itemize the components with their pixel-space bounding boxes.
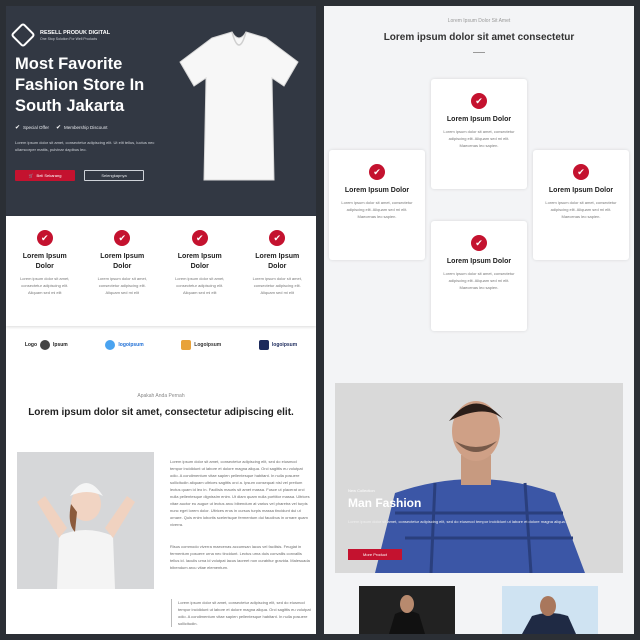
- brand-mark-icon: [10, 22, 35, 47]
- feature-card: [84, 216, 162, 326]
- feature-title: Lorem Ipsum Dolor: [177, 253, 222, 270]
- check-icon: ✔: [15, 125, 21, 131]
- service-title: Lorem Ipsum Dolor: [344, 187, 410, 194]
- buy-now-button[interactable]: [15, 170, 75, 181]
- check-icon: ✔: [56, 125, 62, 131]
- partner-logos: [6, 340, 316, 350]
- partner-logo-4: [259, 340, 297, 350]
- about-quote: Lorem ipsum dolor sit amet, consectetur adipiscing elit, sed do eiusmod tempor incididunt ut labore et dolore magna aliqua. Orci sagittis eu volutpat odio. A condimentum vitae sapien pellentesque habitant. In nulla posuere sollicitudin.: [171, 599, 311, 627]
- logo-text: Logo: [24, 342, 38, 348]
- check-circle-icon: ✔: [573, 164, 589, 180]
- about-paragraph-2: Risus commodo viverra maecenas accumsan lacus vel facilisis. Feugiat in fermentum posuere urna nec tincidunt. Lectus urna duis convallis convallis tellus id. Iaculis urna id volutpat lacus laoreet non curabitur gravida. Malesuada bibendum arcu vitae elementum.: [170, 544, 310, 570]
- check-circle-icon: ✔: [114, 230, 130, 246]
- brand-text: [40, 30, 110, 41]
- feature-title: Lorem Ipsum Dolor: [255, 253, 300, 270]
- man-fashion-banner: [335, 383, 623, 573]
- feature-desc: Lorem ipsum dolor sit amet, consectetur adipiscing elit. Aliquam sed mi elit: [20, 276, 70, 295]
- feature-title: Lorem Ipsum Dolor: [100, 253, 145, 270]
- tshirt-image: [174, 28, 304, 188]
- partner-logo-3: [181, 340, 221, 350]
- service-desc: Lorem ipsum dolor sit amet, consectetur adipiscing elit. Aliquam sed mi elit. Maecenas leo sapien.: [545, 200, 617, 219]
- hero-description: Lorem ipsum dolor sit amet, consectetur adipiscing elit. Ut elit tellus, luctus nec ullamcorper mattis, pulvinar dapibus leo.: [15, 140, 155, 152]
- feature-desc: Lorem ipsum dolor sit amet, consectetur adipiscing elit. Aliquam sed mi elit: [97, 276, 147, 295]
- hero-feature-special-offer: [15, 124, 49, 131]
- title-divider: [473, 52, 485, 53]
- banner-kicker: New Collection: [348, 488, 375, 493]
- logo-text: logoipsum: [118, 342, 144, 348]
- brand-tagline: One Stop Solution For Well Products: [40, 36, 98, 41]
- more-info-label: Selengkapnya: [101, 173, 127, 178]
- logo-text: Ipsum: [53, 342, 68, 348]
- check-circle-icon: ✔: [471, 235, 487, 251]
- hero-feature-label: Special Offer: [23, 125, 49, 130]
- girl-photo: [17, 452, 154, 589]
- feature-card: [161, 216, 239, 326]
- check-circle-icon: ✔: [471, 93, 487, 109]
- features-row: [6, 216, 316, 326]
- brand-logo[interactable]: [14, 26, 110, 44]
- service-card: [329, 150, 425, 260]
- man-photo: [335, 383, 623, 573]
- swirl-icon: [105, 340, 115, 350]
- feature-desc: Lorem ipsum dolor sit amet, consectetur adipiscing elit. Aliquam sed mi elit: [252, 276, 302, 295]
- service-title: Lorem Ipsum Dolor: [446, 258, 512, 265]
- product-photo: [359, 586, 455, 634]
- product-photo: [502, 586, 598, 634]
- service-desc: Lorem ipsum dolor sit amet, consectetur adipiscing elit. Aliquam sed mi elit. Maecenas leo sapien.: [341, 200, 413, 219]
- buy-now-label: Beli Sekarang: [36, 173, 62, 178]
- left-landing-page: [6, 6, 316, 634]
- services-kicker: Lorem Ipsum Dolor Sit Amet: [447, 18, 511, 24]
- more-product-button[interactable]: [348, 549, 402, 560]
- model-illustration: [17, 452, 154, 589]
- check-circle-icon: ✔: [269, 230, 285, 246]
- check-circle-icon: ✔: [192, 230, 208, 246]
- check-circle-icon: ✔: [369, 164, 385, 180]
- more-info-button[interactable]: [84, 170, 144, 181]
- partner-logo-1: [25, 340, 68, 350]
- partner-logo-2: [105, 340, 143, 350]
- service-card: [431, 79, 527, 189]
- service-desc: Lorem ipsum dolor sit amet, consectetur adipiscing elit. Aliquam sed mi elit. Maecenas leo sapien.: [443, 271, 515, 290]
- wing-icon: [259, 340, 269, 350]
- about-title: Lorem ipsum dolor sit amet, consectetur adipiscing elit.: [28, 407, 294, 418]
- banner-title: Man Fashion: [348, 496, 422, 510]
- service-title: Lorem Ipsum Dolor: [548, 187, 614, 194]
- hero-feature-label: Membership Discount: [64, 125, 108, 130]
- service-desc: Lorem ipsum dolor sit amet, consectetur adipiscing elit. Aliquam sed mi elit. Maecenas leo sapien.: [443, 129, 515, 148]
- right-landing-page: [324, 6, 634, 634]
- feature-desc: Lorem ipsum dolor sit amet, consectetur adipiscing elit. Aliquam sed mi elit: [175, 276, 225, 295]
- service-title: Lorem Ipsum Dolor: [446, 116, 512, 123]
- service-card: [431, 221, 527, 331]
- services-title: Lorem ipsum dolor sit amet consectetur: [383, 32, 575, 43]
- logo-text: logoipsum: [271, 342, 298, 348]
- hero-title: Most Favorite Fashion Store In South Jakarta: [15, 55, 145, 115]
- hero-feature-membership: [56, 124, 108, 131]
- about-kicker: Apakah Anda Pernah: [137, 393, 185, 399]
- feature-title: Lorem Ipsum Dolor: [22, 253, 67, 270]
- feature-card: [239, 216, 317, 326]
- cart-icon: 🛒: [28, 173, 34, 178]
- banner-description: Lorem ipsum dolor sit amet, consectetur adipiscing elit, sed do eiusmod tempor incididunt ut labore et dolore magna aliqua.: [348, 519, 566, 524]
- product-thumbnail[interactable]: [359, 586, 455, 634]
- check-circle-icon: ✔: [37, 230, 53, 246]
- hexagon-icon: [181, 340, 191, 350]
- feature-card: [6, 216, 84, 326]
- brand-name: RESELL PRODUK DIGITAL: [40, 29, 111, 36]
- logo-text: Logoipsum: [194, 342, 222, 348]
- about-paragraph-1: Lorem ipsum dolor sit amet, consectetur adipiscing elit, sed do eiusmod tempor incididunt ut labore et dolore magna aliqua. Orci sagittis eu volutpat odio. A condimentum vitae sapien pellentesque habitant. In nulla posuere sollicitudin aliquam ultrices sagittis orci a. Ipsum consequat nisl vel pretium lectus quam id leo in. Facilisis mauris sit amet massa. Fusce ut placerat orci nulla pellentesque dignissim enim. Ut diam quam nulla porttitor massa. Ultrices vitae auctor eu augue ut lectus arcu bibendum at varius vel pharetra vel turpis nunc eget lorem dolor. Ultrices eros in cursus turpis massa tincidunt dui ut ornare. Quis enim lobortis scelerisque fermentum dui faucibus in ornare quam viverra.: [170, 459, 310, 527]
- globe-icon: [40, 340, 50, 350]
- more-product-label: More Product: [362, 552, 387, 557]
- product-thumbnail[interactable]: [502, 586, 598, 634]
- service-card: [533, 150, 629, 260]
